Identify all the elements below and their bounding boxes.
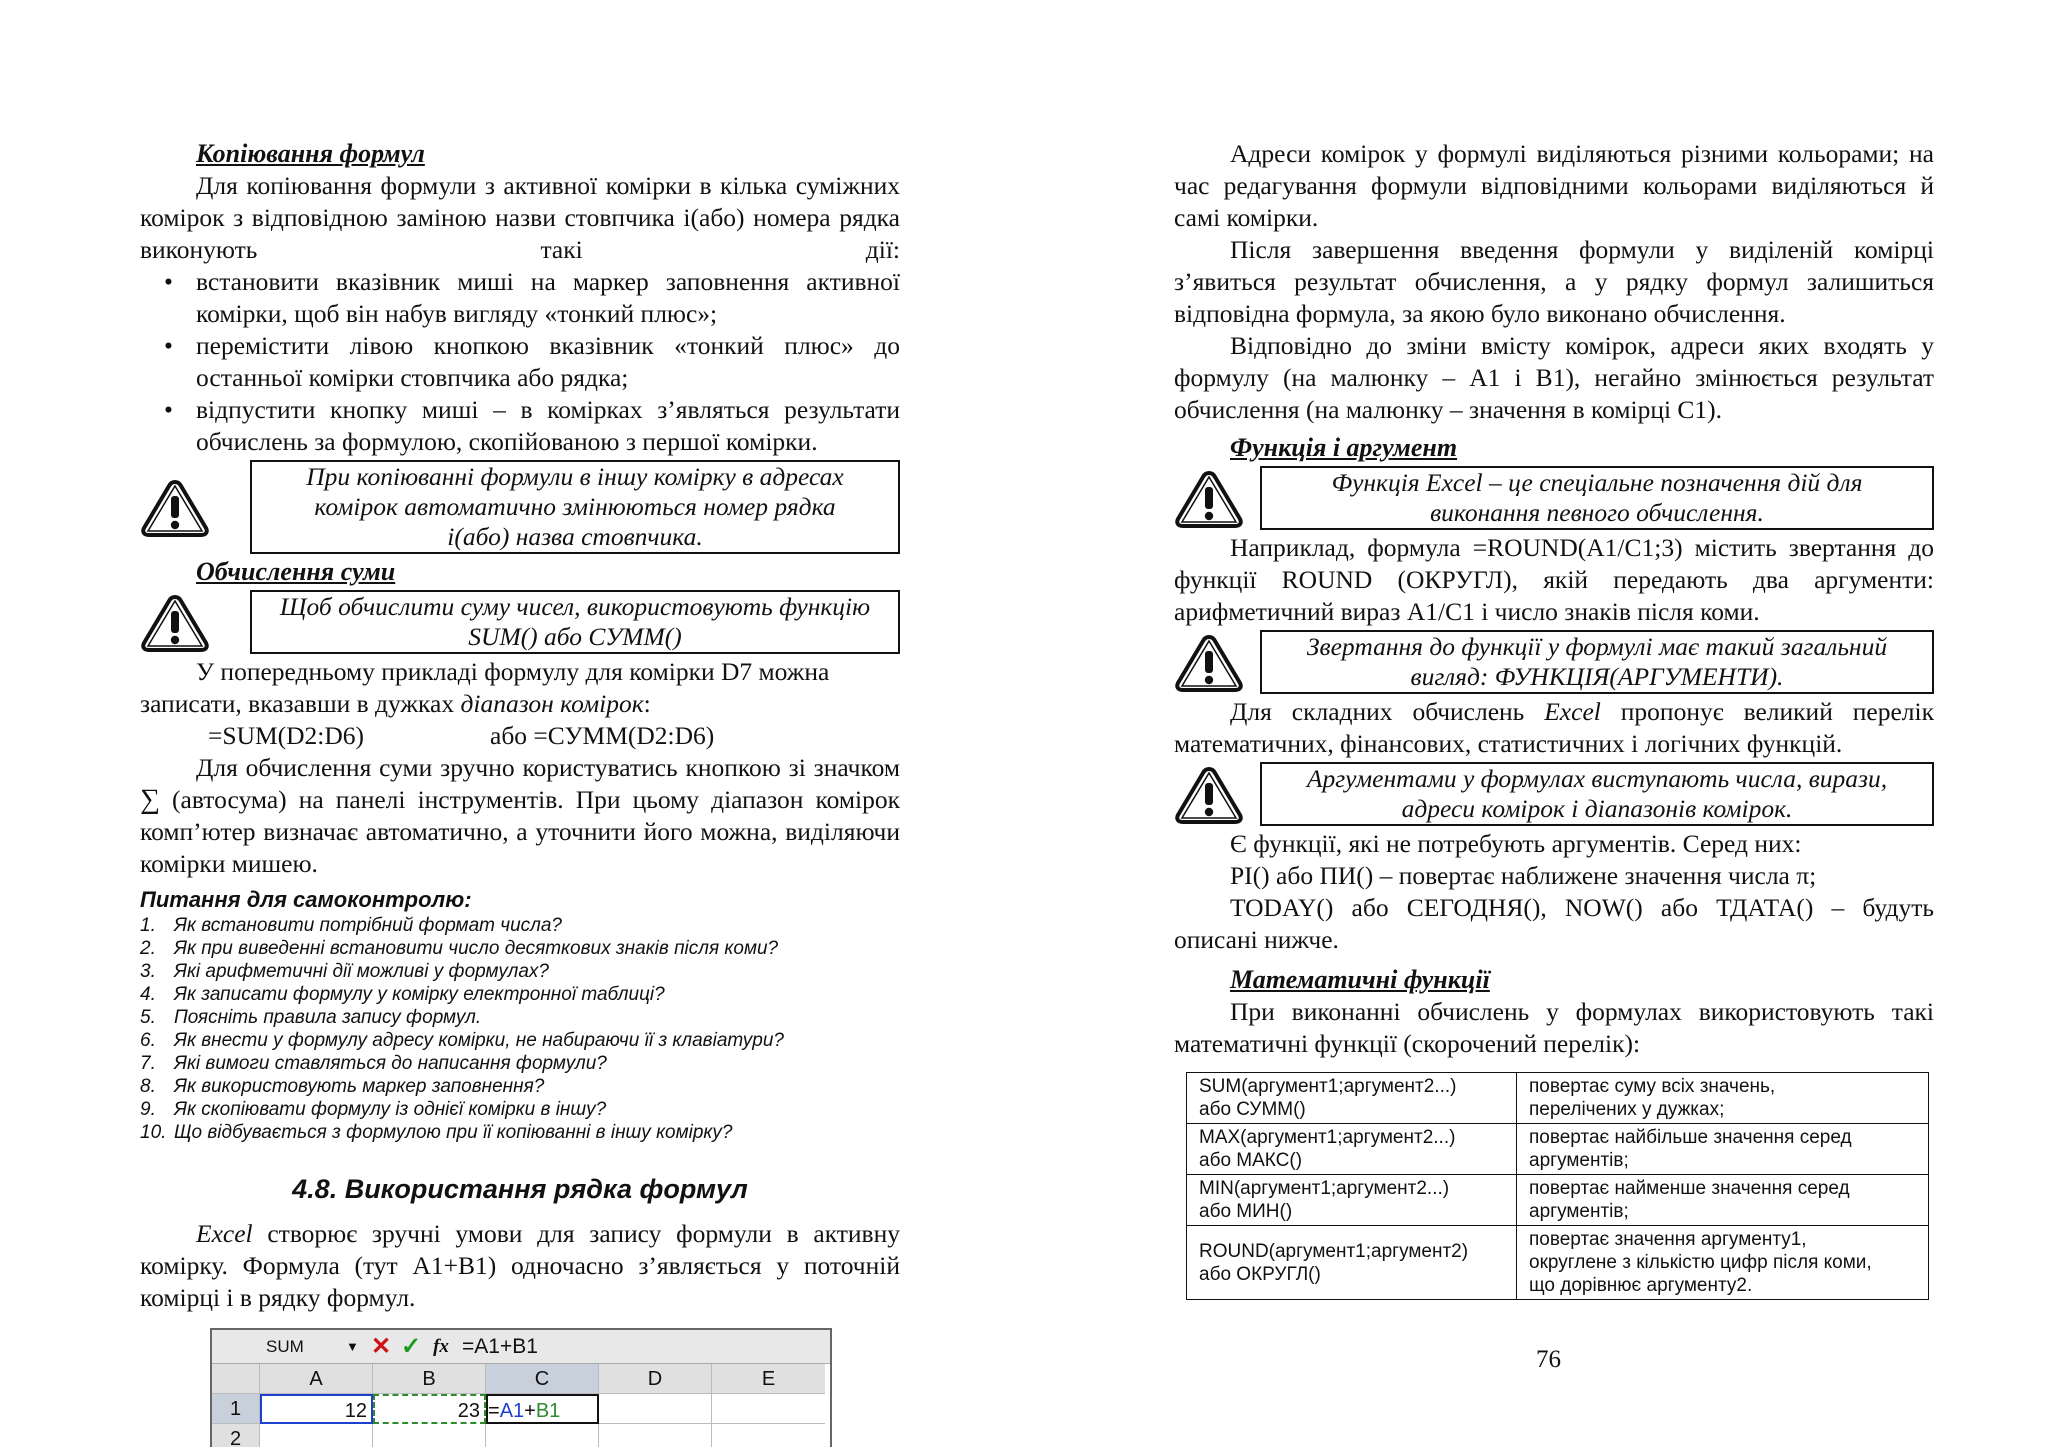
item-number: 4. — [140, 984, 156, 1005]
list-item — [140, 1098, 900, 1121]
item-text: Що відбувається з формулою при її копіюванні в іншу комірку? — [174, 1122, 733, 1143]
note-line: і(або) назва стовпчика. — [447, 522, 703, 551]
formula-input[interactable]: =A1+B1 — [462, 1334, 538, 1358]
table-cell — [1187, 1124, 1517, 1175]
paragraph: При виконанні обчислень у формулах використовують такі математичні функції (скорочений перелік): — [1174, 997, 1934, 1058]
list-item — [140, 914, 900, 937]
sum-formula-ru: або =СУММ(D2:D6) — [490, 721, 715, 750]
note-line: Звертання до функції у формулі має такий загальний — [1306, 632, 1888, 661]
paragraph: Є функції, які не потребують аргументів. Серед них: — [1230, 829, 1802, 858]
cell-e1[interactable] — [712, 1394, 825, 1424]
formula-bar — [212, 1330, 830, 1364]
warning-icon — [1174, 763, 1244, 825]
list-item — [140, 1075, 900, 1098]
description-line: що дорівнює аргументу2. — [1529, 1275, 1753, 1296]
note-line: адреси комірок і діапазонів комірок. — [1401, 794, 1793, 823]
emphasis: діапазон комірок — [460, 689, 644, 718]
column-header-row — [212, 1364, 830, 1394]
cancel-icon[interactable]: ✕ — [370, 1332, 392, 1360]
function-name: MIN(аргумент1;аргумент2...) — [1199, 1178, 1450, 1199]
description-line: аргументів; — [1529, 1150, 1629, 1171]
text-run: Для обчислення суми зручно користуватись кнопкою зі значком — [196, 753, 900, 782]
copy-steps-list — [140, 266, 900, 458]
item-text: Поясніть правила запису формул. — [174, 1007, 482, 1028]
function-note — [1174, 466, 1934, 530]
function-alias: або МИН() — [1199, 1201, 1293, 1222]
text-run: (автосума) на панелі інструментів. При цьому діапазон комірок комп’ютер визначає автоматично, а уточнити його можна, виділяючи комірки мишею. — [140, 785, 900, 878]
list-item: • перемістити лівою кнопкою вказівник «тонкий плюс» до останньої комірки стовпчика або рядка; — [196, 330, 900, 394]
item-number: 5. — [140, 1007, 156, 1028]
table-cell — [1517, 1073, 1929, 1124]
page-number: 76 — [1536, 1346, 1561, 1373]
table-cell — [1517, 1124, 1929, 1175]
item-text: Як використовують маркер заповнення? — [174, 1076, 545, 1097]
note-line: вигляд: ФУНКЦІЯ(АРГУМЕНТИ). — [1410, 662, 1784, 691]
item-text: Як при виведенні встановити число десяткових знаків після коми? — [174, 938, 779, 959]
left-column — [140, 138, 900, 1447]
cell-e2[interactable] — [712, 1424, 825, 1447]
row-header[interactable]: 2 — [212, 1424, 260, 1447]
note-line: Функція Excel – це спеціальне позначення дій для — [1331, 468, 1863, 497]
table-cell — [1187, 1073, 1517, 1124]
table-cell — [1187, 1175, 1517, 1226]
sum-heading: Обчислення суми — [196, 557, 396, 586]
text-run: У попередньому прикладі формулу для комірки D7 можна записати, вказавши в дужках — [140, 657, 830, 718]
emphasis: Excel — [196, 1219, 253, 1248]
cell-b2[interactable] — [373, 1424, 486, 1447]
table-cell — [1517, 1175, 1929, 1226]
function-name: SUM(аргумент1;аргумент2...) — [1199, 1076, 1457, 1097]
table-cell — [1187, 1226, 1517, 1300]
sheet-row — [212, 1424, 830, 1447]
list-item — [140, 937, 900, 960]
table-row — [1187, 1073, 1929, 1124]
item-number: 9. — [140, 1099, 156, 1120]
item-number: 6. — [140, 1030, 156, 1051]
function-name: ROUND(аргумент1;аргумент2) — [1199, 1240, 1469, 1262]
function-icon[interactable]: fx — [433, 1335, 449, 1357]
column-header[interactable]: B — [373, 1364, 486, 1394]
warning-icon — [1174, 467, 1244, 529]
paragraph: Адреси комірок у формулі виділяються різними кольорами; на час редагування формули відповідними кольорами виділяються й самі комірки. — [1174, 139, 1934, 232]
arguments-note — [1174, 762, 1934, 826]
right-column — [1174, 138, 1934, 1300]
call-note-box — [1260, 630, 1934, 694]
cell-c2[interactable] — [486, 1424, 599, 1447]
math-functions-heading: Математичні функції — [1230, 965, 1490, 994]
sum-note-box — [250, 590, 900, 654]
list-item — [140, 1029, 900, 1052]
item-text: Як встановити потрібний формат числа? — [174, 915, 562, 936]
item-text: Які вимоги ставляться до написання формули? — [174, 1053, 607, 1074]
item-number: 3. — [140, 961, 156, 982]
sum-note — [140, 590, 900, 654]
chevron-down-icon[interactable]: ▼ — [346, 1338, 359, 1354]
emphasis: Excel — [1544, 697, 1601, 726]
copy-formulas-heading: Копіювання формул — [196, 139, 425, 168]
cell-b1[interactable]: 23 — [373, 1394, 486, 1424]
questions-list — [140, 914, 900, 1144]
warning-icon — [1174, 631, 1244, 693]
select-all-corner[interactable] — [212, 1364, 260, 1394]
item-text: Як записати формулу у комірку електронної таблиці? — [174, 984, 665, 1005]
math-functions-table — [1186, 1072, 1929, 1300]
name-box[interactable]: SUM — [216, 1334, 346, 1360]
text-run: = — [488, 1400, 500, 1422]
sum-paragraph-1 — [140, 656, 900, 720]
item-number: 8. — [140, 1076, 156, 1097]
note-line: При копіюванні формули в іншу комірку в адресах — [306, 462, 844, 491]
list-item — [140, 1121, 900, 1144]
function-note-box — [1260, 466, 1934, 530]
column-header[interactable]: C — [486, 1364, 599, 1394]
copy-note-box — [250, 460, 900, 554]
cell-reference: B1 — [535, 1400, 561, 1422]
note-line: комірок автоматично змінюються номер рядка — [314, 492, 836, 521]
warning-icon — [140, 591, 210, 653]
function-alias: або ОКРУГЛ() — [1199, 1263, 1321, 1285]
description-line: повертає суму всіх значень, — [1529, 1076, 1776, 1097]
item-number: 7. — [140, 1053, 156, 1074]
cell-c1[interactable] — [486, 1394, 599, 1424]
cell-d2[interactable] — [599, 1424, 712, 1447]
text-run: створює зручні умови для запису формули в активну комірку. Формула (тут А1+В1) одночасно з’являється у поточній комірці і в рядку формул. — [140, 1219, 900, 1312]
function-alias: або МАКС() — [1199, 1150, 1303, 1171]
description-line: округлене з кількістю цифр після коми, — [1529, 1252, 1872, 1273]
row-header[interactable]: 1 — [212, 1394, 260, 1424]
table-cell — [1517, 1226, 1929, 1300]
warning-icon — [140, 476, 210, 538]
sheet-row — [212, 1394, 830, 1424]
paragraph — [1174, 696, 1934, 760]
description-line: повертає найменше значення серед — [1529, 1178, 1850, 1199]
column-header[interactable]: D — [599, 1364, 712, 1394]
list-item: • встановити вказівник миші на маркер заповнення активної комірки, щоб він набув вигляду «тонкий плюс»; — [196, 266, 900, 330]
column-header[interactable]: E — [712, 1364, 825, 1394]
sum-formula-line — [140, 720, 900, 752]
item-text: Як внести у формулу адресу комірки, не набираючи її з клавіатури? — [174, 1030, 784, 1051]
note-line: Щоб обчислити суму чисел, використовують функцію — [279, 592, 871, 621]
function-name: MAX(аргумент1;аргумент2...) — [1199, 1127, 1456, 1148]
paragraph: Відповідно до зміни вмісту комірок, адреси яких входять у формулу (на малюнку – А1 і В1), негайно змінюється результат обчислення (на малюнку – значення в комірці С1). — [1174, 331, 1934, 424]
copy-intro-paragraph: Для копіювання формули з активної комірки в кілька суміжних комірок з відповідною заміною назви стовпчика і(або) номера рядка виконують такі дії: — [140, 171, 900, 264]
sum-formula-en: =SUM(D2:D6) — [208, 721, 365, 750]
call-note — [1174, 630, 1934, 694]
note-line: SUM() або СУММ() — [468, 622, 682, 651]
enter-icon[interactable]: ✓ — [400, 1332, 422, 1360]
table-row — [1187, 1175, 1929, 1226]
text-run: пропонує великий перелік математичних, фінансових, статистичних і логічних функцій. — [1174, 697, 1934, 758]
sum-paragraph-2 — [140, 752, 900, 880]
list-item — [140, 960, 900, 983]
column-header[interactable]: A — [260, 1364, 373, 1394]
item-text: Як скопіювати формулу із однієї комірки в іншу? — [174, 1099, 607, 1120]
paragraph: Після завершення введення формули у виділеній комірці з’явиться результат обчислення, а у рядку формул залишиться відповідна формула, за якою було виконано обчислення. — [1174, 235, 1934, 328]
item-number: 1. — [140, 915, 156, 936]
list-item — [140, 1006, 900, 1029]
list-item — [140, 1052, 900, 1075]
item-number: 2. — [140, 938, 156, 959]
paragraph: Наприклад, формула =ROUND(A1/C1;3) містить звертання до функції ROUND (ОКРУГЛ), якій передають два аргументи: арифметичний вираз A1/C1 і число знаків після коми. — [1174, 533, 1934, 626]
copy-note — [140, 460, 900, 554]
item-number: 10. — [140, 1122, 167, 1143]
cell-reference: A1 — [499, 1400, 525, 1422]
list-item: • відпустити кнопку миші – в комірках з’являться результати обчислень за формулою, скопійованою з першої комірки. — [196, 394, 900, 458]
chapter-paragraph — [140, 1218, 900, 1314]
description-line: повертає значення аргументу1, — [1529, 1229, 1807, 1250]
description-line: аргументів; — [1529, 1201, 1629, 1222]
cell-d1[interactable] — [599, 1394, 712, 1424]
item-text: Які арифметичні дії можливі у формулах? — [174, 961, 549, 982]
sigma-icon: ∑ — [140, 784, 160, 815]
paragraph: PI() або ПИ() – повертає наближене значення числа π; — [1230, 861, 1817, 890]
note-line: Аргументами у формулах виступають числа, вирази, — [1306, 764, 1888, 793]
function-alias: або СУММ() — [1199, 1099, 1306, 1120]
cell-a2[interactable] — [260, 1424, 373, 1447]
function-argument-heading: Функція і аргумент — [1230, 433, 1458, 462]
questions-heading: Питання для самоконтролю: — [140, 887, 472, 912]
table-row — [1187, 1124, 1929, 1175]
description-line: повертає найбільше значення серед — [1529, 1127, 1852, 1148]
text-run: Для складних обчислень — [1230, 697, 1545, 726]
description-line: перелічених у дужках; — [1529, 1099, 1725, 1120]
paragraph: TODAY() або СЕГОДНЯ(), NOW() або ТДАТА() – будуть описані нижче. — [1174, 893, 1934, 954]
excel-screenshot — [210, 1328, 832, 1447]
cell-a1[interactable]: 12 — [260, 1394, 373, 1424]
chapter-heading: 4.8. Використання рядка формул — [292, 1174, 748, 1204]
arguments-note-box — [1260, 762, 1934, 826]
note-line: виконання певного обчислення. — [1430, 498, 1764, 527]
text-run: + — [524, 1400, 536, 1422]
text-run: : — [643, 689, 651, 718]
list-item — [140, 983, 900, 1006]
table-row — [1187, 1226, 1929, 1300]
